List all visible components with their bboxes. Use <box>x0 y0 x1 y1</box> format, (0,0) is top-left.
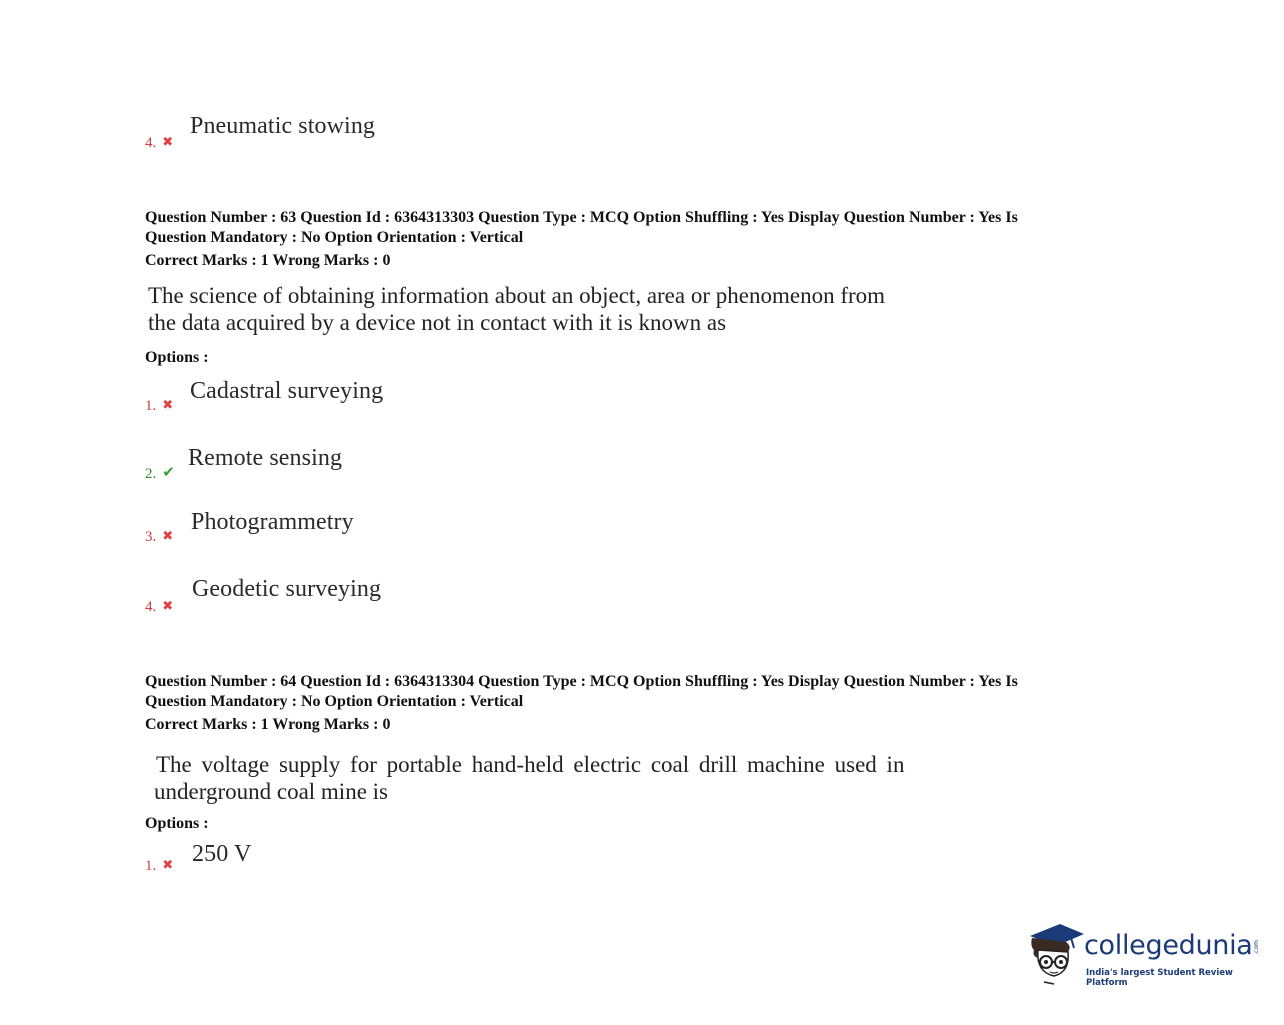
option-number: 1. ✖ <box>145 397 174 414</box>
option-number: 4. ✖ <box>145 598 174 615</box>
question-meta: Question Number : 63 Question Id : 6364313303 Question Type : MCQ Option Shuffling : Yes Display Question Number : Yes Is Question Mandatory : No Option Orientation : Vertical <box>145 209 1018 246</box>
option-text: Pneumatic stowing <box>190 113 376 139</box>
option-text: Cadastral surveying <box>190 378 384 404</box>
question-stem: The science of obtaining information about an object, area or phenomenon from the data acquired by a device not in contact with it is known as <box>148 283 886 335</box>
option-number: 3. ✖ <box>145 528 174 545</box>
question-stem: The voltage supply for portable hand-held electric coal drill machine used in underground coal mine is <box>154 752 905 804</box>
mascot-icon <box>1024 916 1086 988</box>
cross-mark-icon: ✖ <box>162 598 174 613</box>
option-number: 1. ✖ <box>145 857 174 874</box>
question-marks: Correct Marks : 1 Wrong Marks : 0 <box>145 716 391 733</box>
option-text: 250 V <box>192 841 252 867</box>
question-marks: Correct Marks : 1 Wrong Marks : 0 <box>145 252 391 269</box>
option-text: Geodetic surveying <box>192 576 382 602</box>
check-mark-icon: ✔ <box>162 465 175 481</box>
option-text: Remote sensing <box>188 445 343 471</box>
logo-tagline: India's largest Student Review Platform <box>1086 968 1233 988</box>
options-label: Options : <box>145 815 209 832</box>
question-meta: Question Number : 64 Question Id : 6364313304 Question Type : MCQ Option Shuffling : Yes Display Question Number : Yes Is Question Mandatory : No Option Orientation : Vertical <box>145 673 1018 710</box>
options-label: Options : <box>145 349 209 366</box>
cross-mark-icon: ✖ <box>162 134 174 149</box>
option-text: Photogrammetry <box>191 509 354 535</box>
cross-mark-icon: ✖ <box>162 528 174 543</box>
cross-mark-icon: ✖ <box>162 397 174 412</box>
option-number: 4. ✖ <box>145 134 174 151</box>
cross-mark-icon: ✖ <box>162 857 174 872</box>
option-number: 2. ✔ <box>145 465 175 482</box>
collegedunia-logo: collegedunia .com India's largest Student Review Platform <box>1024 916 1264 996</box>
